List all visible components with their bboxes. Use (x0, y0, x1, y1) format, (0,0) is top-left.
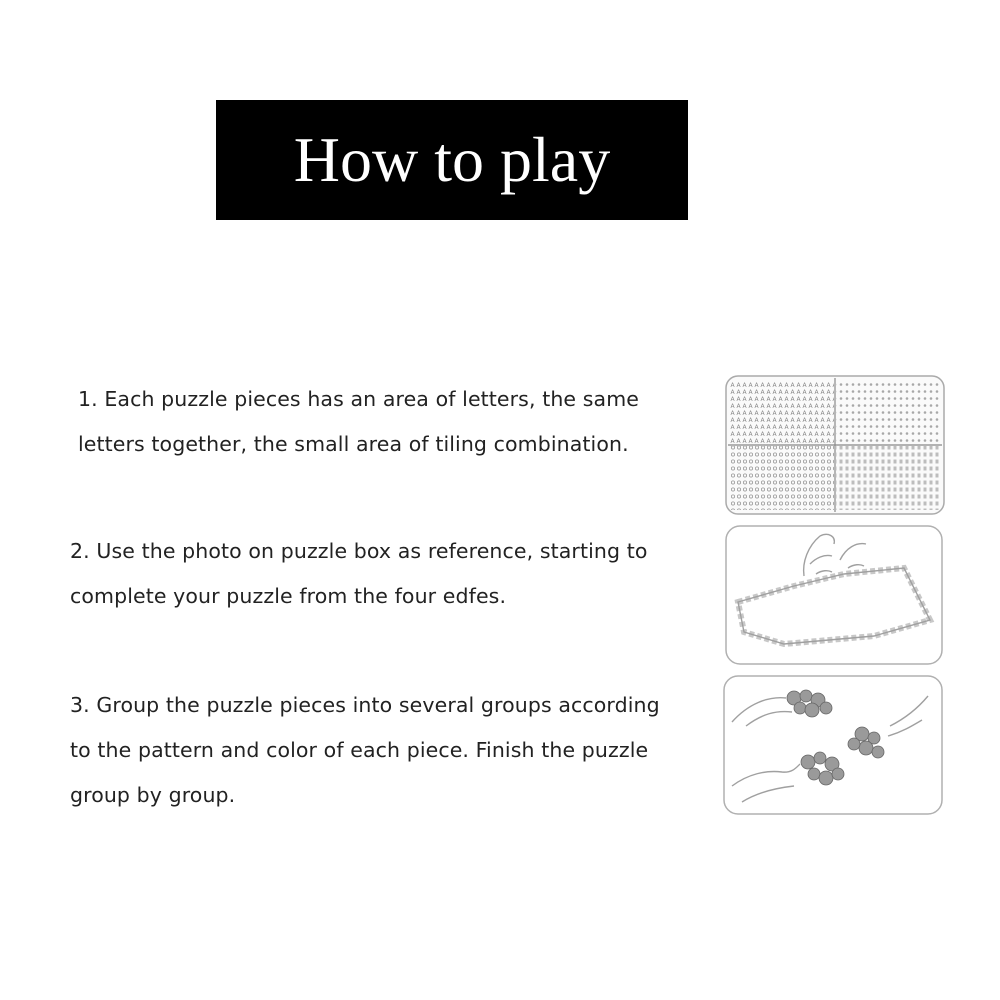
title-banner (216, 100, 688, 220)
page-title: How to play (293, 124, 611, 195)
letter-tiled-puzzle-board-illustration (724, 374, 946, 516)
step-3-line-1: 3. Group the puzzle pieces into several groups according (70, 693, 660, 717)
step-1-line-1: 1. Each puzzle pieces has an area of letters, the same (78, 387, 639, 411)
step-3-text (70, 683, 660, 818)
hands-grouping-puzzle-pieces-illustration (722, 674, 944, 816)
step-3-line-2: to the pattern and color of each piece. Finish the puzzle (70, 738, 649, 762)
step-3-line-3: group by group. (70, 783, 236, 807)
hand-assembling-puzzle-border-illustration (724, 524, 944, 666)
step-1-text (78, 377, 639, 467)
step-1-line-2: letters together, the small area of tiling combination. (78, 432, 629, 456)
step-2-text (70, 529, 648, 619)
step-2-line-1: 2. Use the photo on puzzle box as reference, starting to (70, 539, 648, 563)
step-2-line-2: complete your puzzle from the four edfes. (70, 584, 507, 608)
